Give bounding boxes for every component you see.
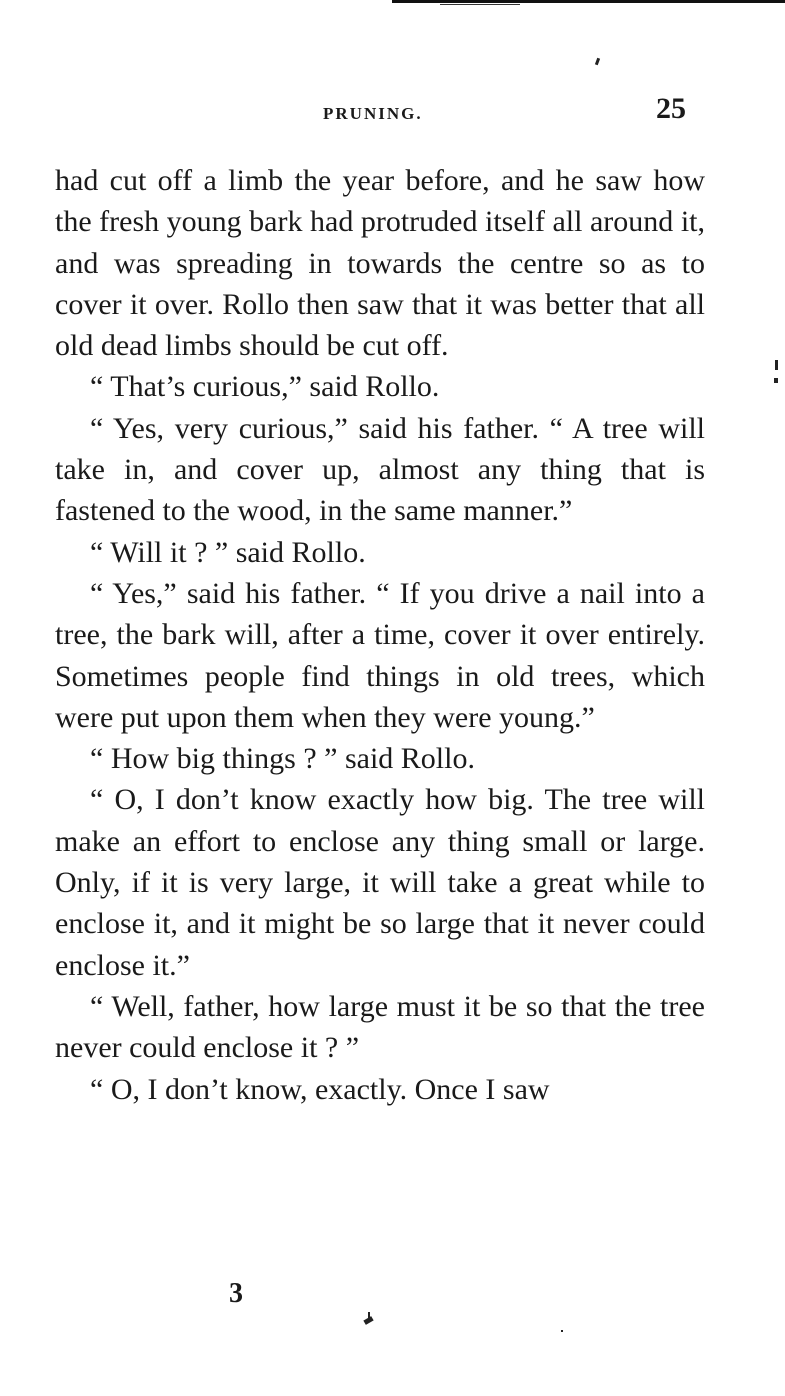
top-edge-rule-thin: [440, 4, 520, 5]
paragraph-8: “ Well, father, how large must it be so that the tree never could enclose it ? ”: [55, 989, 705, 1065]
paragraph-5: “ Yes,” said his father. “ If you drive a nail into a tree, the bark will, after a time, cover it over entirely. Sometimes people find things in old trees, which were put upon them when they were young.”: [55, 576, 705, 734]
page-number: 25: [656, 92, 686, 125]
ink-speck: [775, 360, 778, 370]
paragraph-3: “ Yes, very curious,” said his father. “ A tree will take in, and cover up, almost any thing that is fastened to the wood, in the same manner.”: [55, 411, 705, 528]
ink-speck: [368, 1312, 370, 1320]
ink-speck: [561, 1330, 563, 1332]
running-head: PRUNING.: [323, 104, 423, 123]
paragraph-2: “ That’s curious,” said Rollo.: [90, 370, 440, 404]
paragraph-6: “ How big things ? ” said Rollo.: [90, 742, 475, 776]
body-text: [55, 160, 705, 1110]
paragraph-4: “ Will it ? ” said Rollo.: [90, 535, 366, 569]
paragraph-1: had cut off a limb the year before, and he saw how the fresh young bark had protruded itself all around it, and was spreading in towards the centre so as to cover it over. Rollo then saw that it was better that all old dead limbs should be cut off.: [55, 164, 705, 363]
page-header: [0, 92, 785, 132]
paragraph-7: “ O, I don’t know exactly how big. The tree will make an effort to enclose any thing small or large. Only, if it is very large, it will take a great while to enclose it, and it might be so large that it never could enclose it.”: [55, 783, 705, 982]
ink-speck: [774, 378, 778, 383]
ink-speck: [595, 58, 600, 66]
top-edge-rule: [392, 0, 785, 3]
paragraph-9: “ O, I don’t know, exactly. Once I saw: [90, 1072, 550, 1106]
signature-mark: 3: [229, 1278, 243, 1309]
